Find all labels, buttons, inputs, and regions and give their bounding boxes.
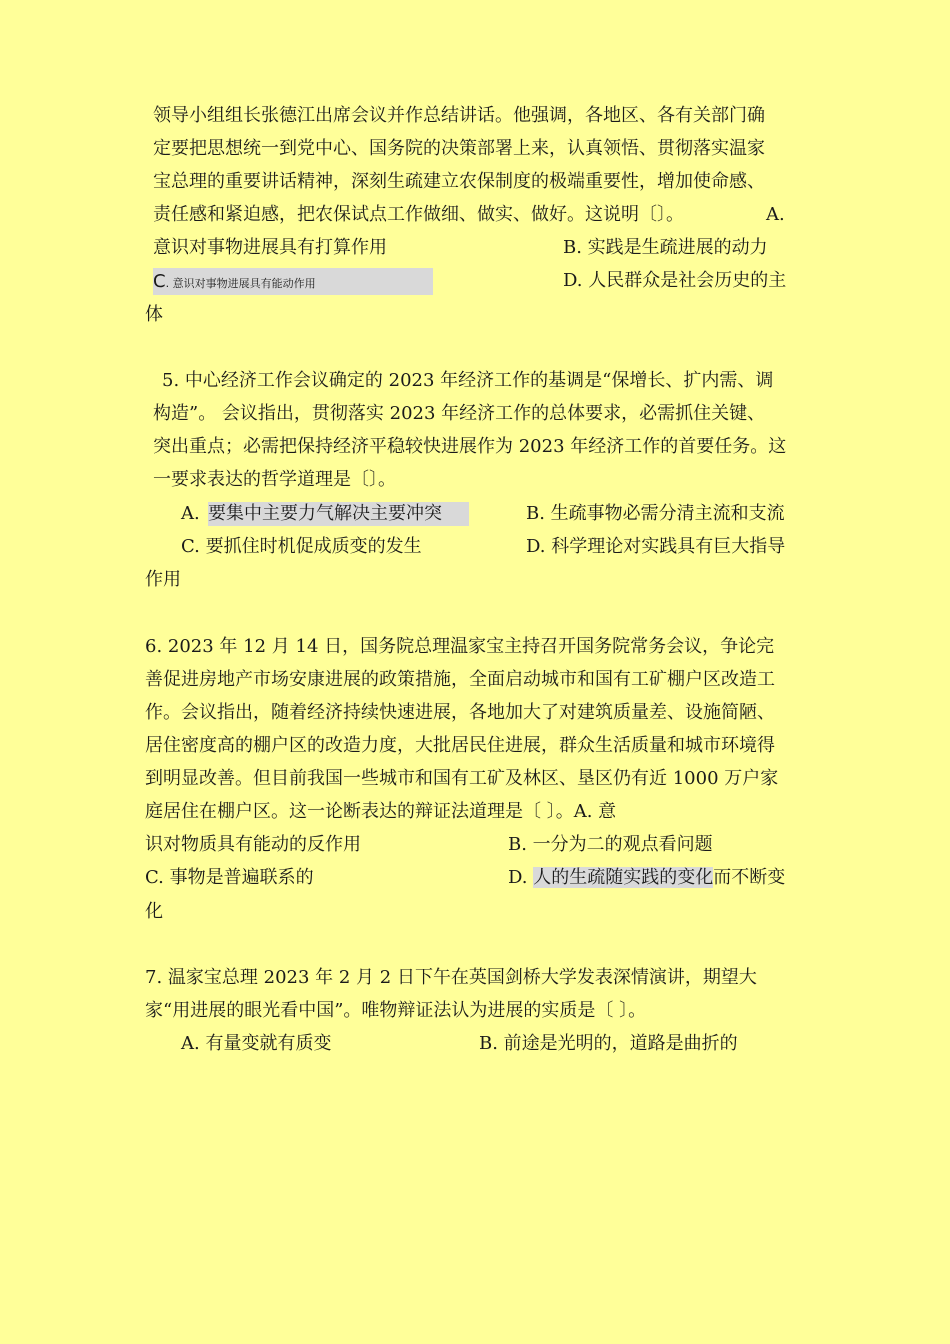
q4-option-d: D. 人民群众是社会历史的主 <box>563 270 787 291</box>
q4-line-2: 定要把思想统一到党中心、国务院的决策部署上来，认真领悟、贯彻落实温家 <box>153 138 765 159</box>
q6-option-d-highlight: 人的生疏随实践的变化 <box>533 867 714 888</box>
q7-option-b: B. 前途是光明的，道路是曲折的 <box>479 1033 738 1054</box>
q6-option-d-wrap: 化 <box>145 901 163 922</box>
q7-option-a: A. 有量变就有质变 <box>181 1033 332 1054</box>
q5-option-d-wrap: 作用 <box>145 569 181 590</box>
q6-line-2: 善促进房地产市场安康进展的政策措施，全面启动城市和国有工矿棚户区改造工 <box>145 669 775 690</box>
q6-line-6: 庭居住在棚户区。这一论断表达的辩证法道理是〔 〕。A. 意 <box>145 801 617 822</box>
q5-option-b: B. 生疏事物必需分清主流和支流 <box>526 503 785 524</box>
q6-line-3: 作。会议指出，随着经济持续快速进展，各地加大了对建筑质量差、设施简陋、 <box>145 702 775 723</box>
q5-line-1: 5. 中心经济工作会议确定的 2023 年经济工作的基调是“保增长、扩内需、调 <box>162 370 774 391</box>
q5-option-a-text: 要集中主要力气解决主要冲突 <box>208 502 469 526</box>
q6-option-a-wrap: 识对物质具有能动的反作用 <box>145 834 361 855</box>
q7-line-1: 7. 温家宝总理 2023 年 2 月 2 日下午在英国剑桥大学发表深情演讲，期望大 <box>145 967 757 988</box>
q6-option-d-label: D. <box>508 867 528 888</box>
q4-option-a-label: A. <box>766 204 785 225</box>
q6-option-d-rest: 而不断变 <box>713 867 786 888</box>
q4-option-d-wrap: 体 <box>145 304 163 325</box>
q4-option-b: B. 实践是生疏进展的动力 <box>563 237 768 258</box>
q4-option-c-letter: C <box>153 271 166 292</box>
q6-line-4: 居住密度高的棚户区的改造力度，大批居民住进展，群众生活质量和城市环境得 <box>145 735 775 756</box>
q6-line-5: 到明显改善。但目前我国一些城市和国有工矿及林区、垦区仍有近 1000 万户家 <box>145 768 779 789</box>
q6-line-1: 6. 2023 年 12 月 14 日，国务院总理温家宝主持召开国务院常务会议，争论完 <box>145 636 775 657</box>
q5-line-2: 构造”。 会议指出，贯彻落实 2023 年经济工作的总体要求，必需抓住关键、 <box>153 403 766 424</box>
q5-line-3: 突出重点；必需把保持经济平稳较快进展作为 2023 年经济工作的首要任务。这 <box>153 436 787 457</box>
q4-option-c <box>153 268 433 295</box>
q5-option-c: C. 要抓住时机促成质变的发生 <box>181 536 422 557</box>
q6-option-d <box>508 866 785 890</box>
q4-line-3: 宝总理的重要讲话精神，深刻生疏建立农保制度的极端重要性，增加使命感、 <box>153 171 765 192</box>
q5-option-d: D. 科学理论对实践具有巨大指导 <box>526 536 786 557</box>
q4-line-4: 责任感和紧迫感，把农保试点工作做细、做实、做好。这说明〔〕。 <box>153 204 684 225</box>
q6-option-b: B. 一分为二的观点看问题 <box>508 834 713 855</box>
q7-line-2: 家“用进展的眼光看中国”。唯物辩证法认为进展的实质是〔 〕。 <box>145 1000 647 1021</box>
q4-option-a-text: 意识对事物进展具有打算作用 <box>153 237 387 258</box>
q5-line-4: 一要求表达的哲学道理是〔〕。 <box>153 469 396 490</box>
q6-option-c: C. 事物是普遍联系的 <box>145 867 314 888</box>
q4-option-c-text: . 意识对事物进展具有能动作用 <box>165 277 316 290</box>
q5-option-a-label: A. <box>181 503 200 524</box>
q4-line-1: 领导小组组长张德江出席会议并作总结讲话。他强调，各地区、各有关部门确 <box>153 105 765 126</box>
